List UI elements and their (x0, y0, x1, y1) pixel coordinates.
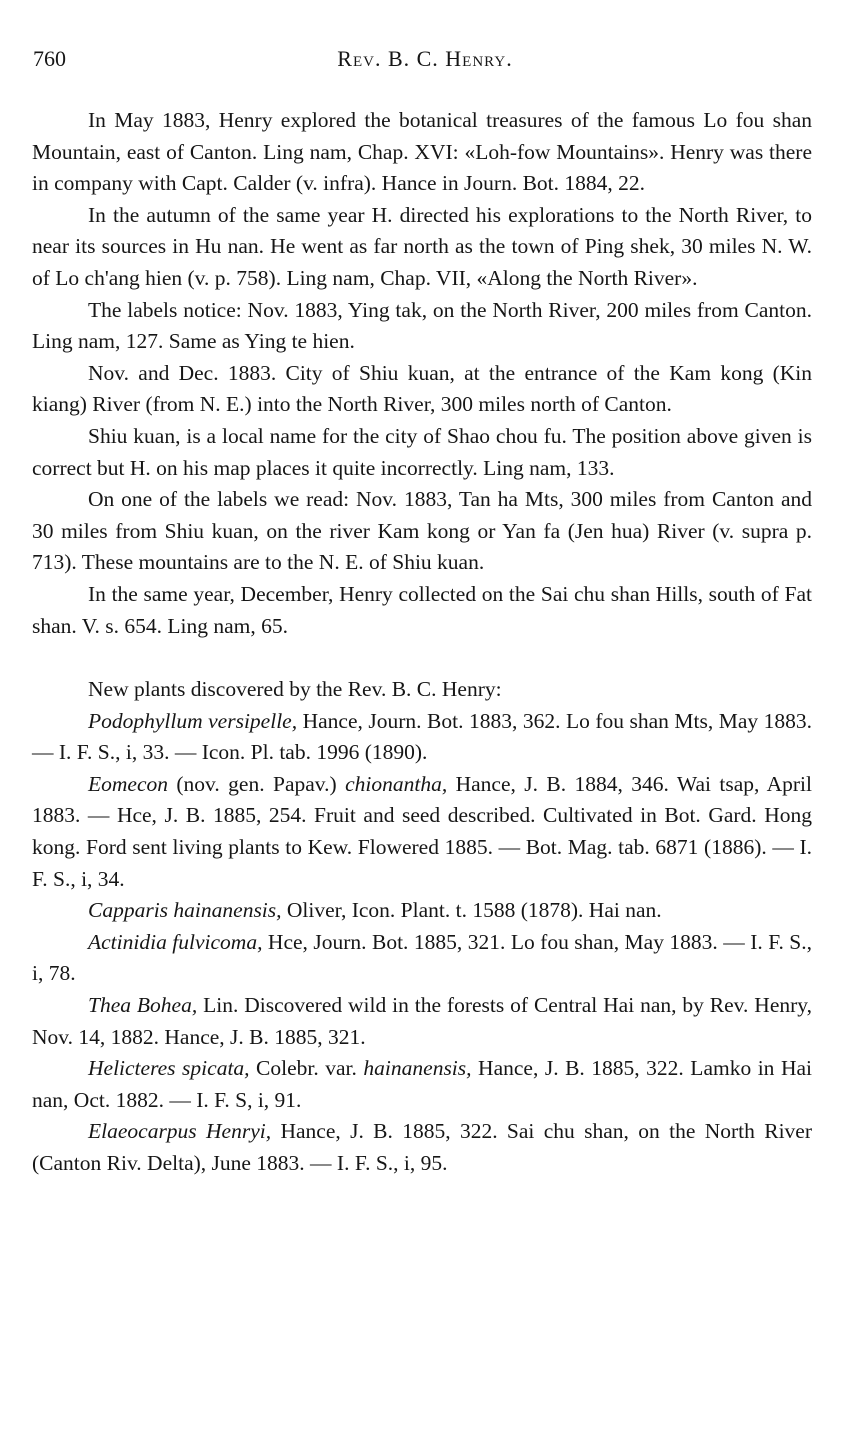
running-head: Rev. B. C. Henry. (337, 46, 513, 71)
plant-citation: Oliver, Icon. Plant. t. 1588 (1878). Hai nan. (281, 898, 662, 923)
plant-entry (32, 927, 812, 990)
plant-entry (32, 990, 812, 1053)
section-gap (32, 642, 812, 674)
plant-entry (32, 769, 812, 895)
plant-name: Eomecon (88, 771, 168, 796)
plant-entry (32, 1116, 812, 1179)
page-number: 760 (33, 46, 66, 71)
plant-name: Elaeocarpus Henryi, (88, 1119, 272, 1144)
plant-citation-cont: Hance, J. B. 1885, 322. Lamko in Hai nan, Oct. 1882. — I. F. S, i, 91. (32, 1056, 812, 1112)
plant-name: Helicteres spicata, (88, 1056, 250, 1081)
plant-entry (32, 1053, 812, 1116)
plant-name: Thea Bohea, (88, 993, 198, 1018)
plant-variety: hainanensis, (363, 1056, 472, 1081)
paragraph-lo-fou-shan: In May 1883, Henry explored the botanical treasures of the famous Lo fou shan Mountain, east of Canton. Ling nam, Chap. XVI: «Loh-fow Mountains». Henry was there in company with Capt. Calder (v. infra). Hance in Journ. Bot. 1884, 22. (32, 108, 812, 196)
new-plants-intro: New plants discovered by the Rev. B. C. Henry: (88, 677, 502, 702)
plant-citation: Hce, Journ. Bot. 1885, 321. Lo fou shan, May 1883. — I. F. S., i, 78. (32, 929, 812, 986)
page-body (32, 105, 812, 1180)
paragraph-tan-ha-mts: On one of the labels we read: Nov. 1883, Tan ha Mts, 300 miles from Canton and 30 miles from Shiu kuan, on the river Kam kong or Yan fa (Jen hua) River (v. supra p. 713). These mountains are to the N. E. of Shiu kuan. (32, 487, 812, 575)
plant-entry (32, 895, 812, 927)
plant-citation: Colebr. var. (249, 1056, 364, 1081)
plant-citation: Hance, Journ. Bot. 1883, 362. Lo fou shan Mts, May 1883. — I. F. S., i, 33. — Icon. Pl. tab. 1996 (1890). (32, 708, 812, 765)
plant-citation: Lin. Discovered wild in the forests of Central Hai nan, by Rev. Henry, Nov. 14, 1882. Hance, J. B. 1885, 321. (32, 993, 812, 1049)
plant-epithet: chionantha, (345, 771, 448, 796)
page-header (0, 46, 850, 74)
plant-entry (32, 706, 812, 769)
plant-name: Capparis hainanensis, (88, 898, 282, 923)
plant-name: Podophyllum versipelle, (88, 708, 298, 733)
plant-citation: Hance, J. B. 1885, 322. Sai chu shan, on the North River (Canton Riv. Delta), June 1883. — I. F. S., i, 95. (32, 1119, 812, 1175)
paragraph-ying-tak: The labels notice: Nov. 1883, Ying tak, on the North River, 200 miles from Canton. Ling nam, 127. Same as Ying te hien. (32, 297, 812, 354)
paragraph-shiu-kuan: Nov. and Dec. 1883. City of Shiu kuan, at the entrance of the Kam kong (Kin kiang) River (from N. E.) into the North River, 300 miles north of Canton. (32, 360, 812, 417)
paragraph-shao-chou-fu: Shiu kuan, is a local name for the city of Shao chou fu. The position above given is correct but H. on his map places it quite incorrectly. Ling nam, 133. (32, 423, 812, 480)
paragraph-north-river: In the autumn of the same year H. directed his explorations to the North River, to near its sources in Hu nan. He went as far north as the town of Ping shek, 30 miles N. W. of Lo ch'ang hien (v. p. 758). Ling nam, Chap. VII, «Along the North River». (32, 202, 812, 290)
plant-citation: Hance, J. B. 1884, 346. Wai tsap, April 1883. — Hce, J. B. 1885, 254. Fruit and seed described. Cultivated in Bot. Gard. Hong kong. Ford sent living plants to Kew. Flowered 1885. — Bot. Mag. tab. 6871 (1886). — I. F. S., i, 34. (32, 771, 812, 891)
plant-note: (nov. gen. Papav.) (168, 771, 346, 796)
plant-name: Actinidia fulvicoma, (88, 929, 263, 954)
paragraph-sai-chu-shan: In the same year, December, Henry collected on the Sai chu shan Hills, south of Fat shan. V. s. 654. Ling nam, 65. (32, 581, 812, 638)
